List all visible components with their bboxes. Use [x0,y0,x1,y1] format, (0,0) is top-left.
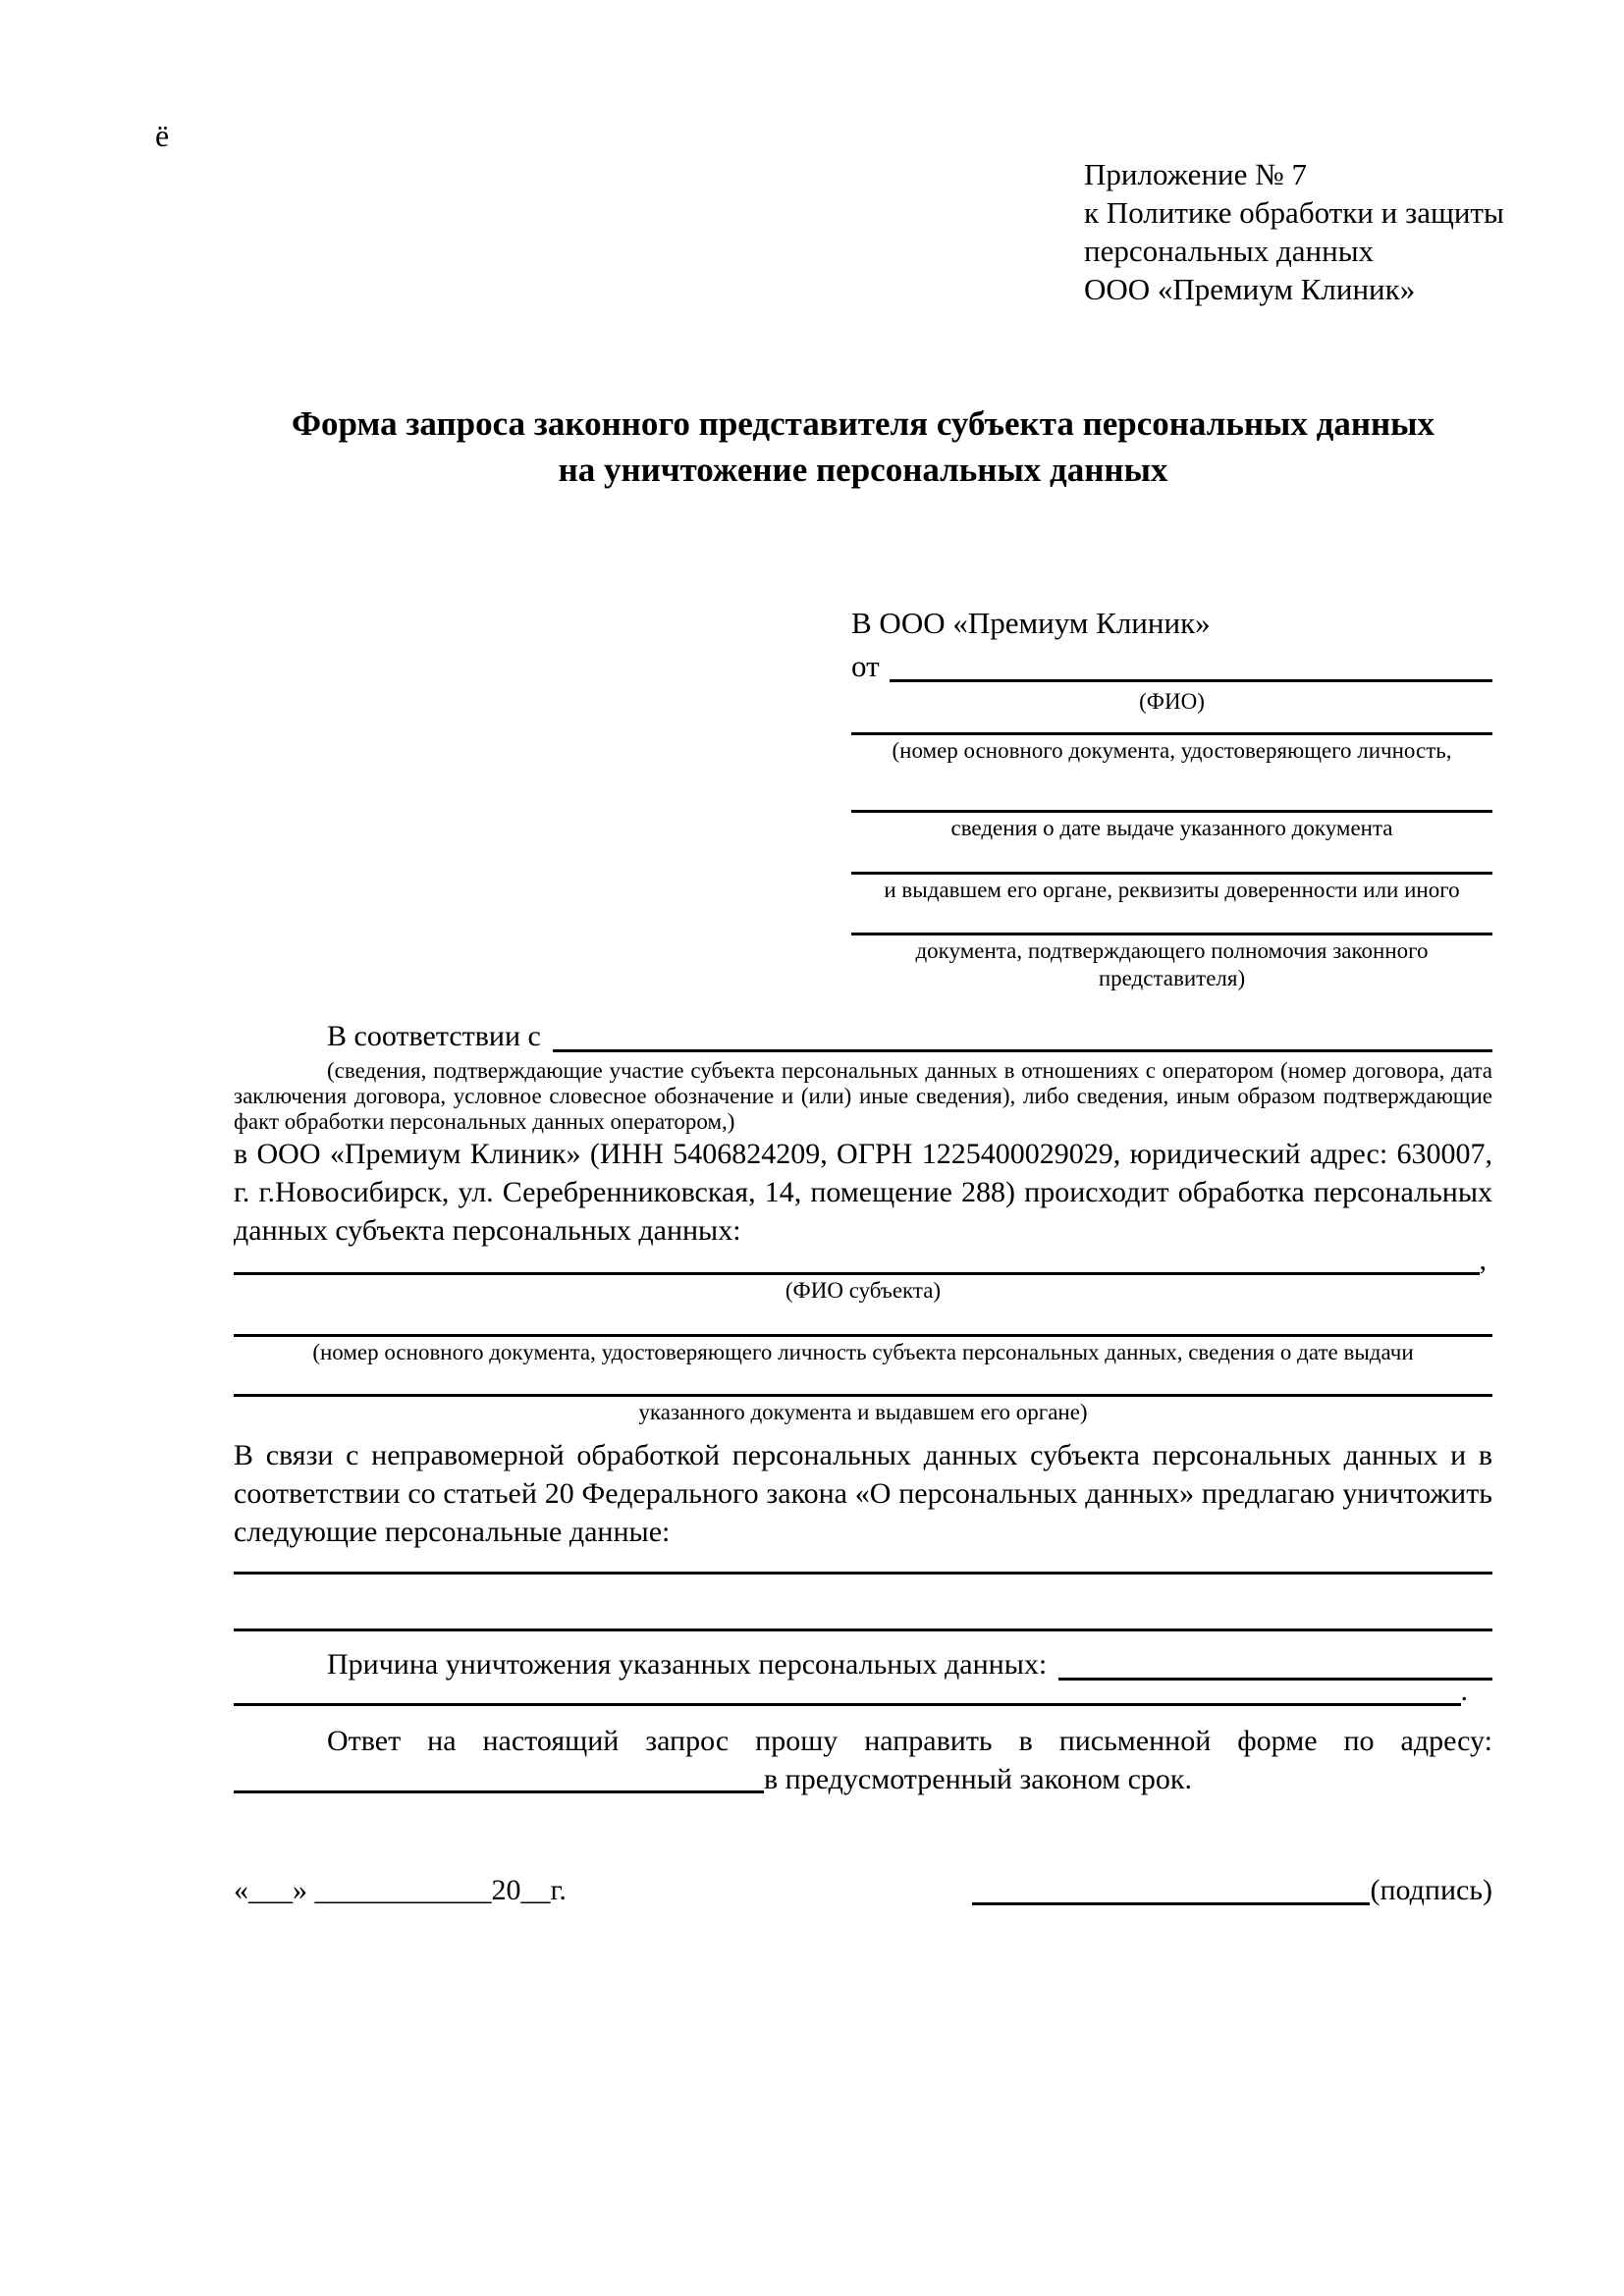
appendix-header-line-3: персональных данных [1084,234,1375,268]
accordance-lead: В соответствии с [327,1020,541,1052]
line-caption: и выдавшем его органе, реквизиты доверенности или иного [884,878,1460,902]
period: . [1460,1675,1468,1707]
blank-line-data-to-destroy-1 [234,1551,1492,1575]
line-caption: (номер основного документа, удостоверяющего личность, [892,738,1452,763]
reply-address-row [234,1760,1492,1797]
form-title-line-1: Форма запроса законного представителя субъекта персональных данных [292,404,1435,443]
fio-caption: (ФИО) [1139,689,1205,714]
stray-char: ё [155,118,170,153]
addressee-ruled-pair [851,716,1492,765]
reply-tail: в предусмотренный законом срок. [764,1763,1192,1795]
from-row [851,643,1492,686]
addressee-ruled-pair [851,842,1492,904]
blank-line-subject-doc [234,1305,1492,1337]
blank-line-doc-issue-date [851,765,1492,813]
operator-paragraph: в ООО «Премиум Клиник» (ИНН 5406824209, ОГРН 1225400029029, юридический адрес: 630007, г. г.Новосибирск, ул. Серебренниковская, 14, помещение 288) происходит обработка персональных данных субъекта персональных данных: [234,1138,1492,1247]
blank-line-reason [1058,1678,1492,1681]
blank-line-data-to-destroy-2 [234,1575,1492,1631]
subject-fio-caption: (ФИО субъекта) [785,1278,942,1303]
accordance-row [234,1013,1492,1056]
signature-caption: (подпись) [1370,1874,1492,1906]
signature-group [972,1871,1492,1910]
line-caption: документа, подтверждающего полномочия законного представителя) [915,938,1429,990]
appendix-header-line-1: Приложение № 7 [1084,157,1307,191]
blank-line-reason-2 [234,1703,1461,1706]
form-title-line-2: на уничтожение персональных данных [558,451,1168,489]
appendix-header-line-4: ООО «Премиум Клиник» [1084,272,1416,306]
subject-doc-caption: (номер основного документа, удостоверяющего личность субъекта персональных данных, сведения о дате выдачи [312,1340,1414,1364]
accordance-caption: (сведения, подтверждающие участие субъекта персональных данных в отношениях с оператором (номер договора, дата заключения договора, условное словесное обозначение и (или) иные сведения), либо сведения, иным образом подтверждающие факт обработки персональных данных оператором,) [234,1058,1492,1134]
main-body [234,1013,1492,1910]
blank-line-doc-number [851,716,1492,735]
blank-line-accordance [553,1049,1492,1052]
addressee-ruled-pair [851,904,1492,992]
blank-line-authority-doc [851,904,1492,935]
unlawful-paragraph: В связи с неправомерной обработкой персональных данных субъекта персональных данных и в соответствии со статьей 20 Федерального закона «О персональных данных» предлагаю уничтожить следующие персональные данные: [234,1439,1492,1548]
appendix-header [1084,155,1504,308]
blank-line-subject-doc-issuer [234,1366,1492,1397]
blank-line-representative-fio [890,679,1492,682]
blank-line-doc-issuer [851,842,1492,875]
reason-lead: Причина уничтожения указанных персональных данных: [327,1648,1048,1681]
reply-paragraph: Ответ на настоящий запрос прошу направить в письменной форме по адресу: [327,1725,1492,1757]
subject-fio-row [234,1244,1492,1276]
line-caption: сведения о дате выдаче указанного документа [950,816,1393,840]
blank-line-subject-fio [234,1272,1480,1275]
reason-row-2 [234,1675,1492,1707]
blank-line-signature [972,1902,1370,1905]
reason-row [234,1645,1492,1684]
signature-row [234,1871,1492,1910]
addressee-block [851,604,1492,992]
form-title [234,400,1492,493]
appendix-header-line-2: к Политике обработки и защиты [1084,195,1504,230]
from-label: от [851,649,880,683]
subject-doc-caption-2: указанного документа и выдавшем его органе) [638,1400,1088,1424]
comma: , [1479,1244,1487,1276]
addressee-ruled-pair [851,765,1492,842]
blank-line-address [234,1790,764,1793]
addressee-to: В ООО «Премиум Клиник» [851,606,1211,640]
date-blank: «___» ____________20__г. [234,1874,567,1906]
